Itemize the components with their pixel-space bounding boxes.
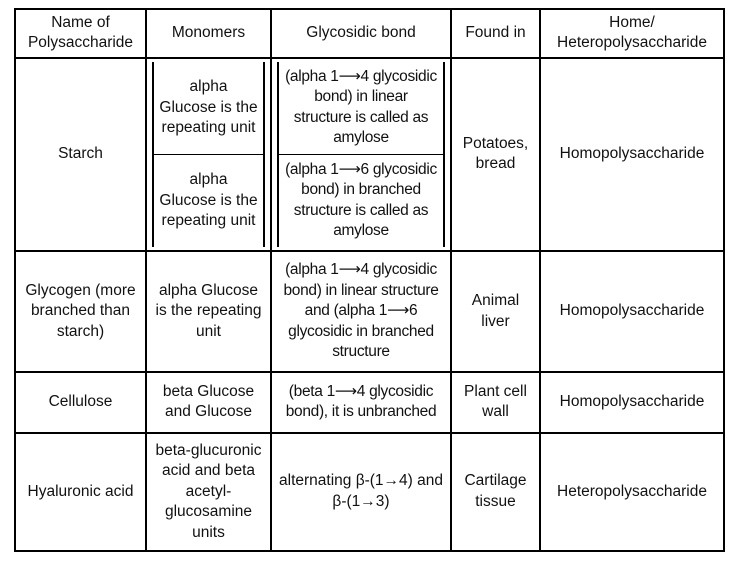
column-header-name-line2: Polysaccharide bbox=[27, 34, 134, 52]
cell-glycosidic-starch-branched: (alpha 1⟶6 glycosidic bond) in branched structure is called as amylose bbox=[278, 154, 444, 247]
cell-homo-hetero-hyaluronic-acid: Heteropolysaccharide bbox=[540, 433, 724, 551]
cell-monomers-cellulose: beta Glucose and Glucose bbox=[146, 372, 271, 433]
cell-homo-hetero-cellulose: Homopolysaccharide bbox=[540, 372, 724, 433]
cell-monomers-starch-amylose: alpha Glucose is the repeating unit bbox=[153, 62, 264, 154]
glycosidic-subtable-starch bbox=[277, 62, 445, 247]
column-header-monomers: Monomers bbox=[146, 9, 271, 58]
header-row bbox=[15, 9, 724, 58]
cell-monomers-glycogen: alpha Glucose is the repeating unit bbox=[146, 251, 271, 372]
cell-name-cellulose: Cellulose bbox=[15, 372, 146, 433]
cell-name-starch: Starch bbox=[15, 58, 146, 251]
subrow bbox=[153, 154, 264, 247]
column-header-homo-hetero bbox=[540, 9, 724, 58]
cell-found-in-glycogen: Animal liver bbox=[451, 251, 540, 372]
cell-glycosidic-glycogen: (alpha 1⟶4 glycosidic bond) in linear structure and (alpha 1⟶6 glycosidic in branched structure bbox=[271, 251, 451, 372]
subrow bbox=[153, 62, 264, 154]
monomers-subtable-starch bbox=[152, 62, 265, 247]
table-row bbox=[15, 251, 724, 372]
cell-monomers-starch-amylopectin: alpha Glucose is the repeating unit bbox=[153, 154, 264, 247]
column-header-found-in: Found in bbox=[451, 9, 540, 58]
table-header bbox=[15, 9, 724, 58]
table-row bbox=[15, 58, 724, 251]
cell-homo-hetero-glycogen: Homopolysaccharide bbox=[540, 251, 724, 372]
column-header-glycosidic-bond: Glycosidic bond bbox=[271, 9, 451, 58]
table-row bbox=[15, 372, 724, 433]
column-header-name-line1: Name of bbox=[51, 14, 110, 31]
column-header-name bbox=[15, 9, 146, 58]
cell-homo-hetero-starch: Homopolysaccharide bbox=[540, 58, 724, 251]
cell-name-hyaluronic-acid: Hyaluronic acid bbox=[15, 433, 146, 551]
table-body bbox=[15, 58, 724, 551]
subrow bbox=[278, 154, 444, 247]
cell-glycosidic-cellulose: (beta 1⟶4 glycosidic bond), it is unbranched bbox=[271, 372, 451, 433]
cell-found-in-starch: Potatoes, bread bbox=[451, 58, 540, 251]
cell-glycosidic-starch bbox=[271, 58, 451, 251]
table-row bbox=[15, 433, 724, 551]
cell-name-glycogen: Glycogen (more branched than starch) bbox=[15, 251, 146, 372]
polysaccharide-table bbox=[14, 8, 725, 552]
cell-monomers-hyaluronic-acid: beta-glucuronic acid and beta acetyl-glucosamine units bbox=[146, 433, 271, 551]
cell-monomers-starch bbox=[146, 58, 271, 251]
column-header-homo-hetero-line1: Home/ bbox=[609, 14, 655, 31]
cell-glycosidic-hyaluronic-acid: alternating β-(1→4) and β-(1→3) bbox=[271, 433, 451, 551]
cell-found-in-hyaluronic-acid: Cartilage tissue bbox=[451, 433, 540, 551]
subrow bbox=[278, 62, 444, 154]
cell-glycosidic-starch-linear: (alpha 1⟶4 glycosidic bond) in linear structure is called as amylose bbox=[278, 62, 444, 154]
cell-found-in-cellulose: Plant cell wall bbox=[451, 372, 540, 433]
column-header-homo-hetero-line2: Heteropolysaccharide bbox=[557, 34, 707, 52]
